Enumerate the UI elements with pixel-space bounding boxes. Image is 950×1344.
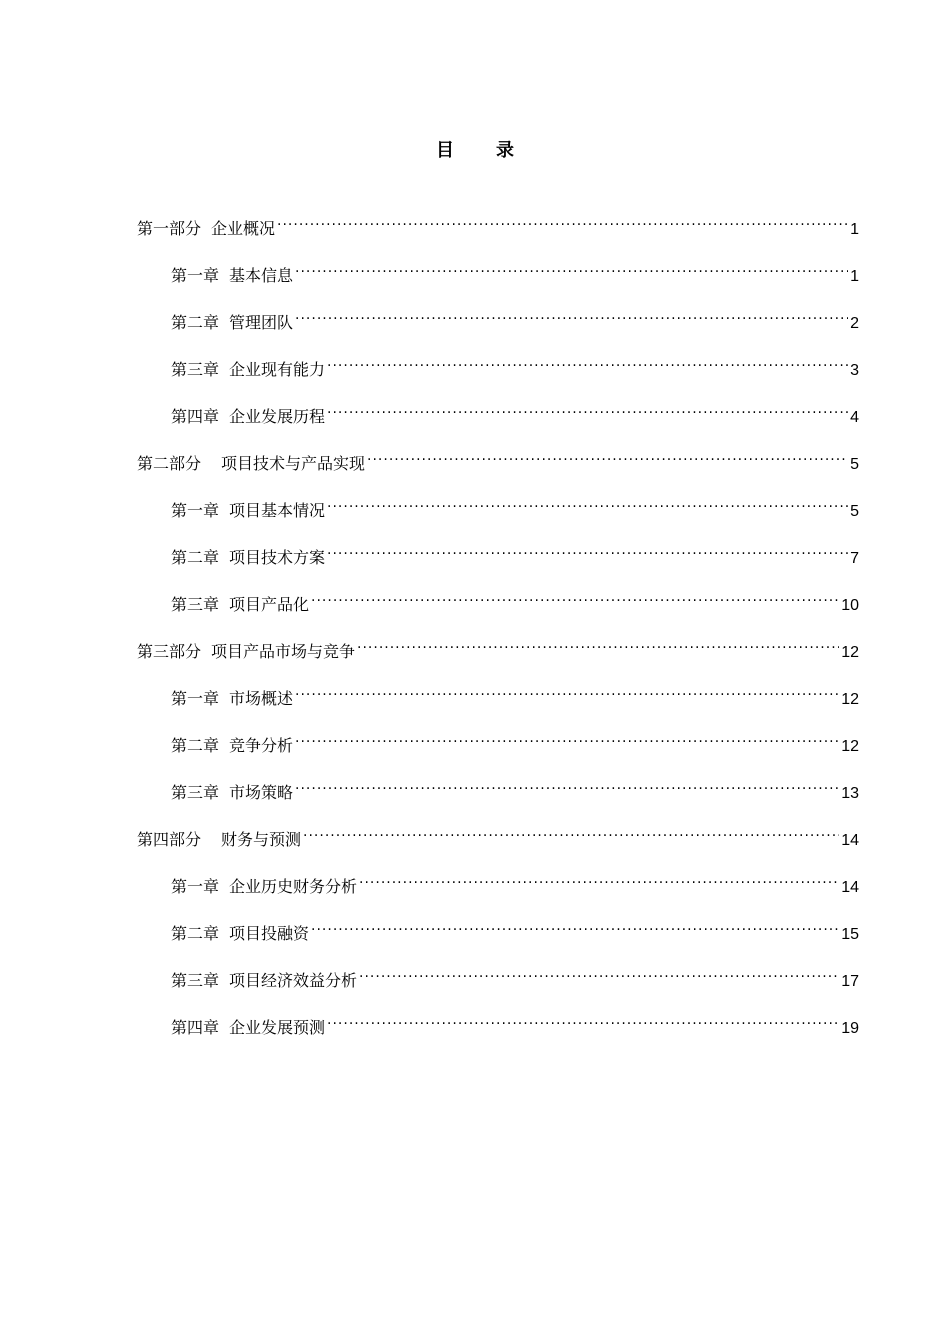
toc-entry-page: 19 [841,1020,859,1037]
toc-entry-text: 项目产品化 [229,595,310,614]
toc-dot-leader [327,496,848,516]
toc-entry-label [171,780,293,806]
toc-entry-chapter[interactable] [137,684,859,731]
toc-entry-page: 4 [850,409,859,426]
toc-entry-label [137,451,365,477]
toc-entry-chapter[interactable] [137,872,859,919]
toc-entry-chapter[interactable] [137,1013,859,1060]
toc-entry-text: 企业发展历程 [229,407,326,426]
toc-entry-chapter[interactable] [137,261,859,308]
toc-entry-text: 管理团队 [229,313,294,332]
toc-dot-leader [357,637,839,657]
toc-entry-page: 12 [841,644,859,661]
toc-list [137,214,859,1060]
toc-entry-number: 第四章 [171,407,220,426]
toc-entry-text: 财务与预测 [221,830,302,849]
toc-entry-label [171,592,309,618]
toc-entry-page: 14 [841,879,859,896]
toc-entry-text: 市场概述 [229,689,294,708]
toc-dot-leader [277,214,848,234]
toc-entry-page: 3 [850,362,859,379]
toc-entry-page: 1 [850,268,859,285]
toc-entry-page: 5 [850,456,859,473]
toc-entry-chapter[interactable] [137,778,859,825]
toc-entry-page: 5 [850,503,859,520]
toc-entry-page: 14 [841,832,859,849]
toc-entry-chapter[interactable] [137,919,859,966]
toc-entry-text: 企业发展预测 [229,1018,326,1037]
toc-dot-leader [327,543,848,563]
toc-entry-text: 项目经济效益分析 [229,971,358,990]
toc-dot-leader [295,731,839,751]
toc-entry-label [171,733,293,759]
toc-entry-page: 17 [841,973,859,990]
toc-entry-text: 项目投融资 [229,924,310,943]
toc-entry-label [171,968,357,994]
toc-entry-text: 市场策略 [229,783,294,802]
toc-entry-label [171,545,325,571]
toc-dot-leader [311,590,839,610]
toc-entry-page: 7 [850,550,859,567]
toc-title [0,136,950,162]
toc-entry-page: 12 [841,738,859,755]
toc-entry-part[interactable] [137,637,859,684]
toc-entry-text: 项目技术与产品实现 [221,454,366,473]
toc-entry-number: 第三章 [171,783,220,802]
toc-entry-text: 项目基本情况 [229,501,326,520]
toc-entry-label [137,639,355,665]
toc-entry-page: 2 [850,315,859,332]
toc-entry-number: 第四部分 [137,830,202,849]
toc-entry-label [171,404,325,430]
toc-dot-leader [295,684,839,704]
toc-entry-number: 第三部分 [137,642,202,661]
toc-entry-text: 企业现有能力 [229,360,326,379]
toc-entry-text: 基本信息 [229,266,294,285]
toc-entry-number: 第四章 [171,1018,220,1037]
toc-entry-number: 第三章 [171,971,220,990]
toc-entry-number: 第二章 [171,313,220,332]
toc-entry-label [171,263,293,289]
toc-entry-number: 第一章 [171,266,220,285]
toc-dot-leader [367,449,848,469]
toc-entry-text: 竞争分析 [229,736,294,755]
toc-entry-label [171,874,357,900]
toc-dot-leader [327,402,848,422]
toc-entry-label [171,357,325,383]
toc-dot-leader [295,308,848,328]
toc-dot-leader [295,778,839,798]
toc-entry-number: 第一章 [171,501,220,520]
toc-entry-text: 项目技术方案 [229,548,326,567]
toc-entry-chapter[interactable] [137,308,859,355]
toc-entry-number: 第二章 [171,924,220,943]
toc-dot-leader [327,1013,839,1033]
toc-title-char-1: 目 [436,140,454,161]
toc-entry-page: 13 [841,785,859,802]
toc-entry-text: 项目产品市场与竞争 [211,642,356,661]
toc-entry-page: 1 [850,221,859,238]
toc-entry-number: 第二部分 [137,454,202,473]
toc-entry-label [171,498,325,524]
toc-entry-label [171,1015,325,1041]
toc-entry-chapter[interactable] [137,402,859,449]
toc-entry-label [137,827,301,853]
toc-entry-label [137,216,275,242]
toc-entry-page: 10 [841,597,859,614]
toc-entry-text: 企业历史财务分析 [229,877,358,896]
toc-entry-part[interactable] [137,825,859,872]
toc-entry-label [171,686,293,712]
toc-entry-chapter[interactable] [137,731,859,778]
toc-title-char-2: 录 [496,140,514,161]
toc-entry-text: 企业概况 [211,219,276,238]
toc-dot-leader [359,872,839,892]
toc-dot-leader [303,825,839,845]
toc-dot-leader [295,261,848,281]
toc-entry-page: 12 [841,691,859,708]
toc-entry-number: 第三章 [171,595,220,614]
toc-entry-number: 第二章 [171,548,220,567]
toc-entry-chapter[interactable] [137,355,859,402]
toc-entry-number: 第三章 [171,360,220,379]
toc-dot-leader [311,919,839,939]
toc-entry-chapter[interactable] [137,966,859,1013]
toc-entry-chapter[interactable] [137,496,859,543]
toc-entry-part[interactable] [137,214,859,261]
toc-dot-leader [327,355,848,375]
toc-entry-part[interactable] [137,449,859,496]
toc-entry-chapter[interactable] [137,543,859,590]
toc-entry-page: 15 [841,926,859,943]
toc-entry-label [171,310,293,336]
toc-entry-chapter[interactable] [137,590,859,637]
toc-entry-label [171,921,309,947]
toc-dot-leader [359,966,839,986]
toc-entry-number: 第二章 [171,736,220,755]
toc-entry-number: 第一章 [171,877,220,896]
toc-entry-number: 第一部分 [137,219,202,238]
toc-entry-number: 第一章 [171,689,220,708]
